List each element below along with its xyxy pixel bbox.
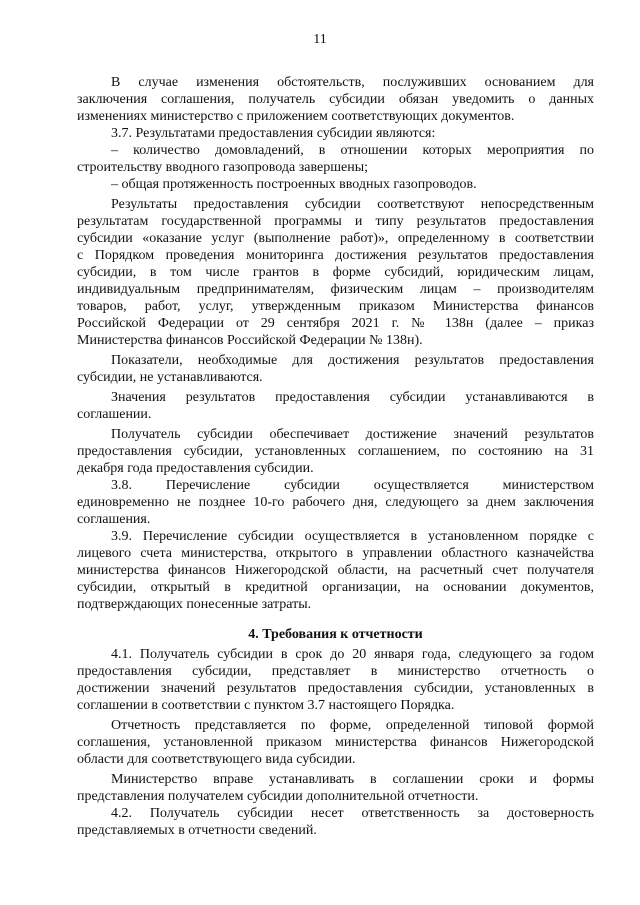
section-heading: 4. Требования к отчетности xyxy=(248,627,423,642)
paragraph-line: лицевого счета министерства, открытого в управлении областного казначейства xyxy=(77,546,594,561)
paragraph-line: Министерства финансов Российской Федерации № 138н). xyxy=(77,333,423,348)
paragraph-line: 3.7. Результатами предоставления субсидии являются: xyxy=(111,126,436,141)
paragraph-line: области для соответствующего вида субсидии. xyxy=(77,752,356,767)
paragraph-line: Отчетность представляется по форме, определенной типовой формой xyxy=(111,718,594,733)
paragraph-line: министерства финансов Нижегородской области, на расчетный счет получателя xyxy=(77,563,594,578)
paragraph-line: представляемых в отчетности сведений. xyxy=(77,823,317,838)
paragraph-line: соглашения. xyxy=(77,512,151,527)
paragraph-line: индивидуальным предпринимателям, физическим лицам – производителям xyxy=(77,282,594,297)
paragraph-line: строительству вводного газопровода завершены; xyxy=(77,160,369,175)
paragraph-line: соглашении в соответствии с пунктом 3.7 настоящего Порядка. xyxy=(77,698,455,713)
paragraph-line: В случае изменения обстоятельств, послуживших основанием для xyxy=(111,75,594,90)
paragraph-line: субсидии, в том числе грантов в форме субсидий, юридическим лицам, xyxy=(77,265,594,280)
paragraph-line: соглашения, установленной приказом министерства финансов Нижегородской xyxy=(77,735,594,750)
paragraph-line: Получатель субсидии обеспечивает достижение значений результатов xyxy=(111,427,594,442)
paragraph-line: заключения соглашения, получатель субсидии обязан уведомить о данных xyxy=(77,92,594,107)
paragraph-line: – общая протяженность построенных вводных газопроводов. xyxy=(111,177,477,192)
paragraph-line: товаров, работ, услуг, утвержденным приказом Министерства финансов xyxy=(77,299,594,314)
paragraph-line: субсидии, не устанавливаются. xyxy=(77,370,263,385)
paragraph-line: субсидии, открытый в кредитной организации, на основании документов, xyxy=(77,580,594,595)
paragraph-line: 3.8. Перечисление субсидии осуществляется министерством xyxy=(111,478,594,493)
paragraph-line: 4.2. Получатель субсидии несет ответственность за достоверность xyxy=(111,806,594,821)
paragraph-line: предоставления субсидии, представляет в министерство отчетность о xyxy=(77,664,594,679)
paragraph-line: декабря года предоставления субсидии. xyxy=(77,461,314,476)
paragraph-line: Министерство вправе устанавливать в соглашении сроки и формы xyxy=(111,772,594,787)
paragraph-line: с Порядком проведения мониторинга достижения результатов предоставления xyxy=(77,248,594,263)
paragraph-line: 3.9. Перечисление субсидии осуществляется в установленном порядке с xyxy=(111,529,594,544)
paragraph-line: изменениях министерство с приложением соответствующих документов. xyxy=(77,109,515,124)
paragraph-line: результатам государственной программы и типу результатов предоставления xyxy=(77,214,594,229)
paragraph-line: Российской Федерации от 29 сентября 2021 г. № 138н (далее – приказ xyxy=(77,316,594,331)
paragraph-line: субсидии «оказание услуг (выполнение работ)», определенному в соответствии xyxy=(77,231,594,246)
paragraph-line: 4.1. Получатель субсидии в срок до 20 января года, следующего за годом xyxy=(111,647,594,662)
paragraph-line: подтверждающих понесенные затраты. xyxy=(77,597,312,612)
paragraph-line: Результаты предоставления субсидии соответствуют непосредственным xyxy=(111,197,594,212)
paragraph-line: соглашении. xyxy=(77,407,152,422)
paragraph-line: Значения результатов предоставления субсидии устанавливаются в xyxy=(111,390,594,405)
paragraph-line: Показатели, необходимые для достижения результатов предоставления xyxy=(111,353,594,368)
paragraph-line: единовременно не позднее 10-го рабочего дня, следующего за днем заключения xyxy=(77,495,594,510)
paragraph-line: достижении значений результатов предоставления субсидии, установленных в xyxy=(77,681,594,696)
paragraph-line: представления получателем субсидии дополнительной отчетности. xyxy=(77,789,479,804)
page-number: 11 xyxy=(313,32,327,47)
paragraph-line: предоставления субсидии, установленных соглашением, по состоянию на 31 xyxy=(77,444,594,459)
paragraph-line: – количество домовладений, в отношении которых мероприятия по xyxy=(111,143,594,158)
